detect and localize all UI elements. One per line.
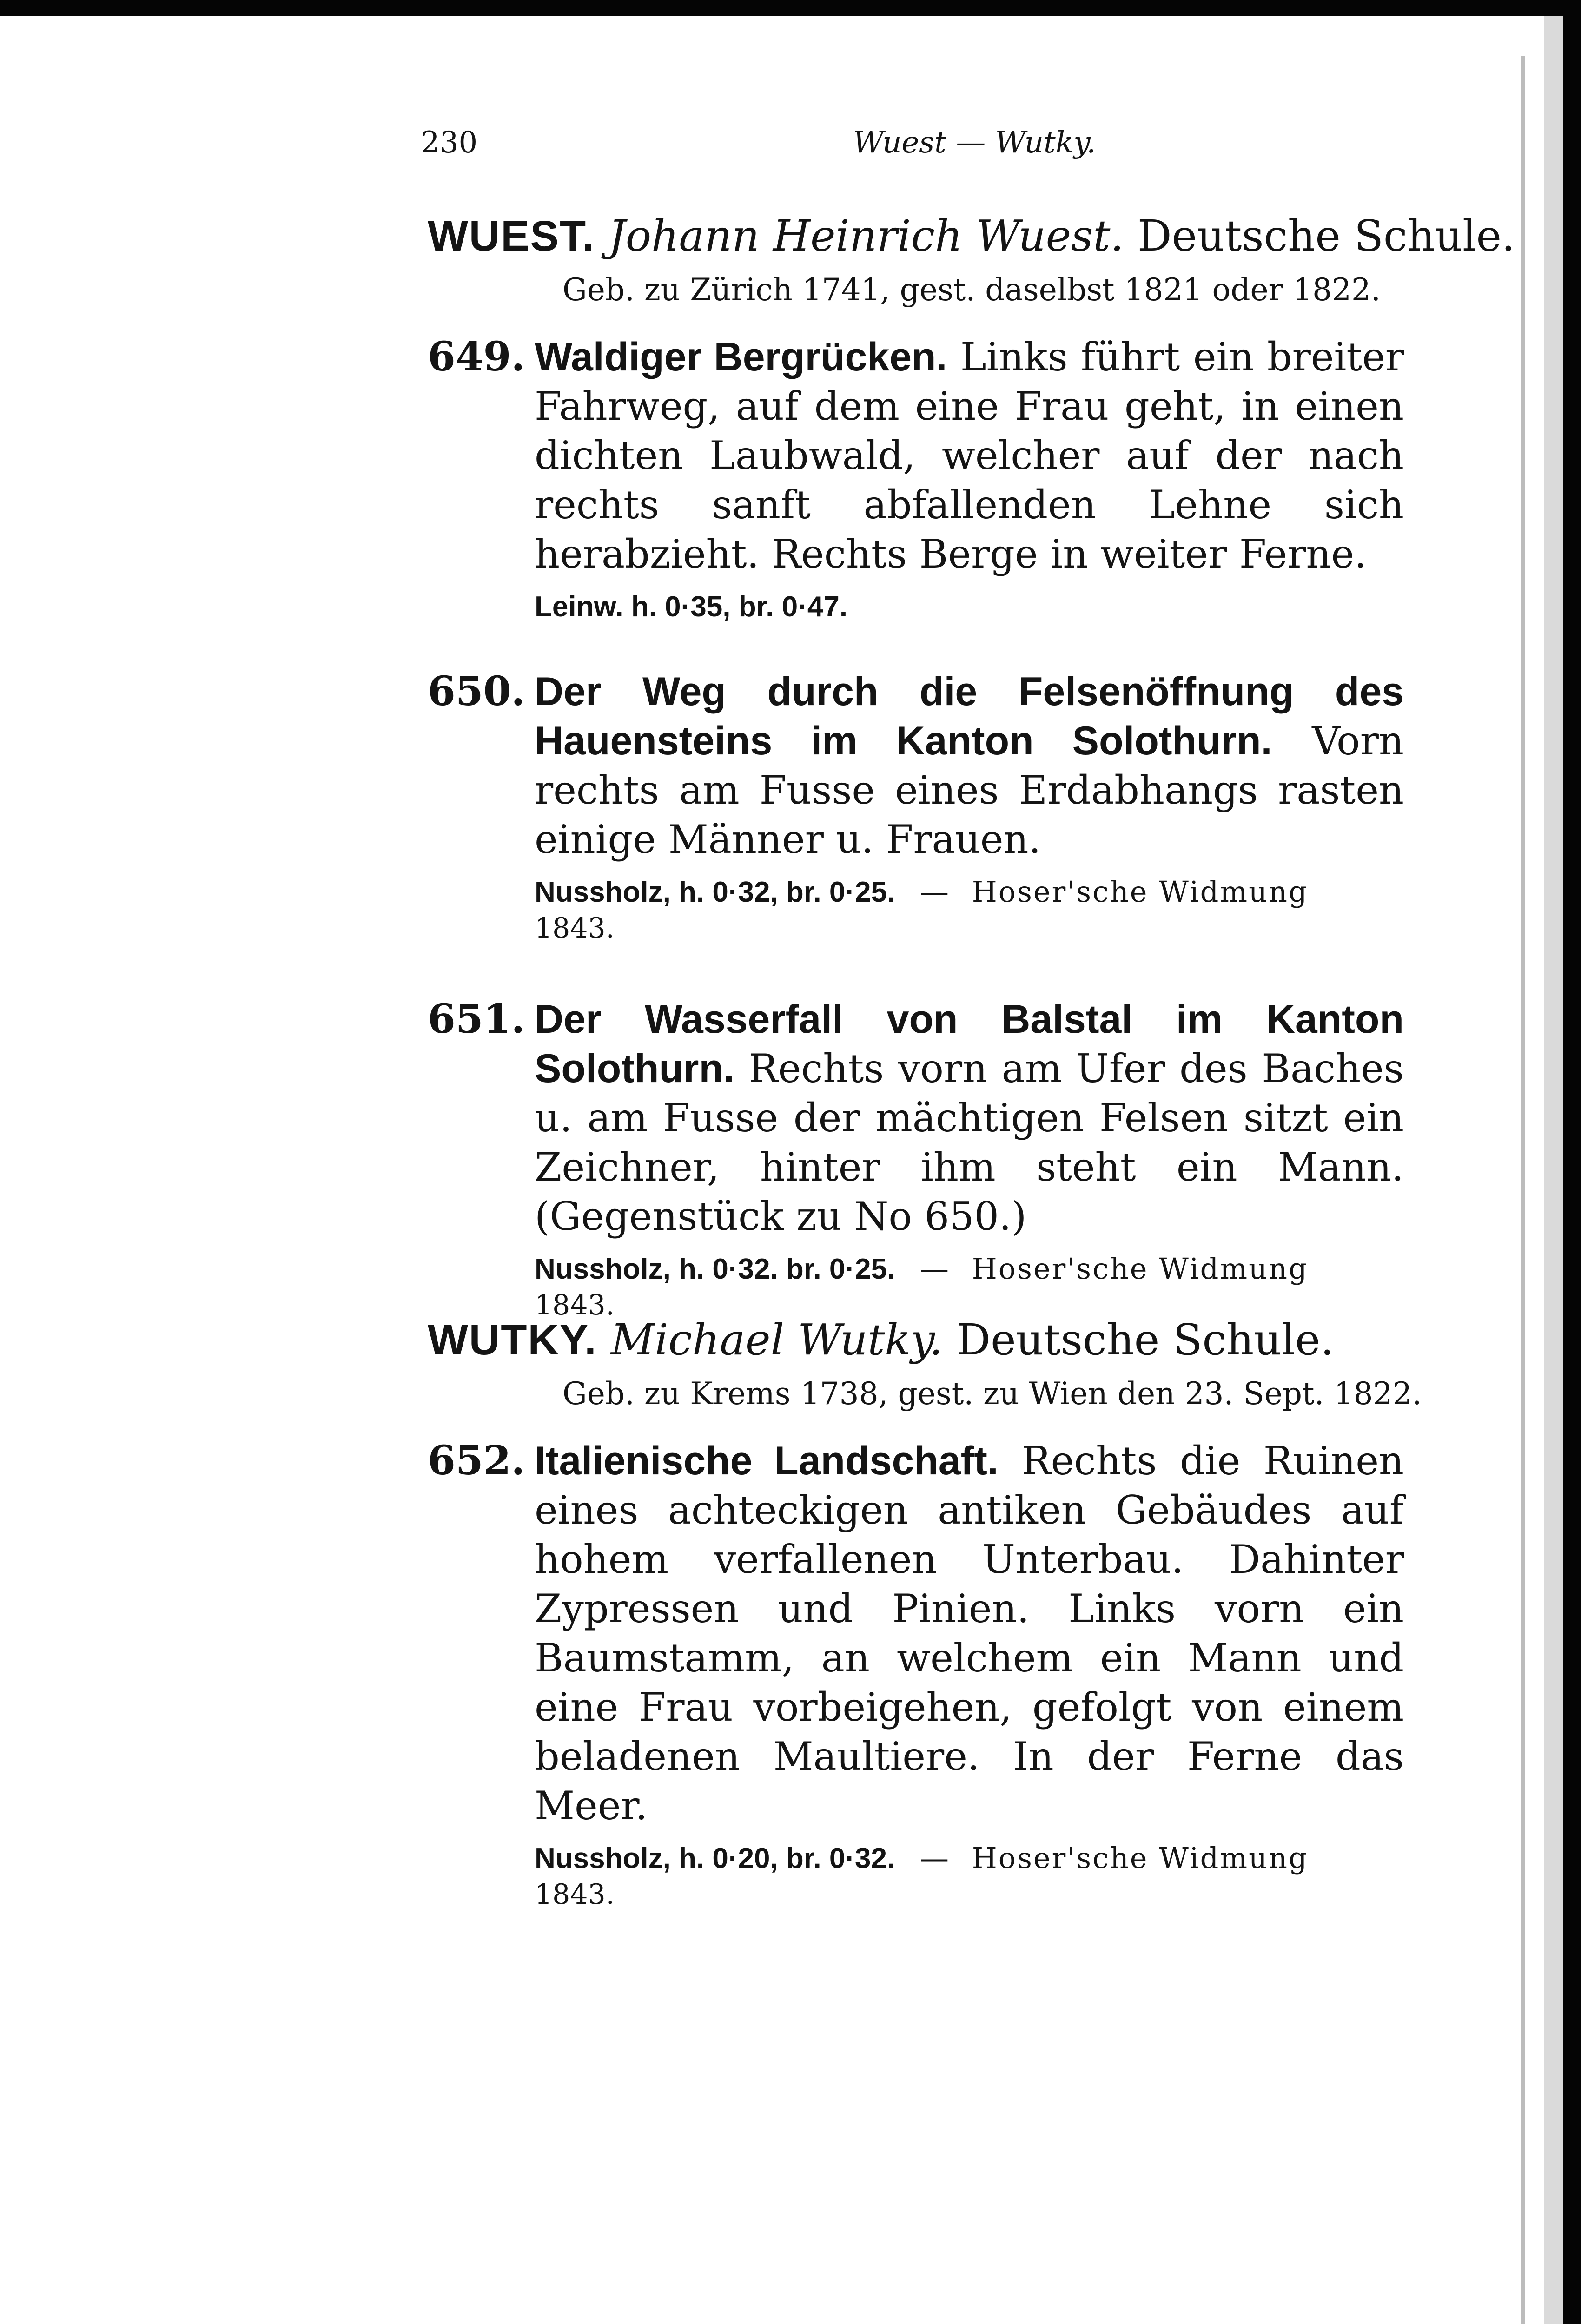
entry-title: Der Wasserfall von Balstal im Kanton Solothurn. [535, 997, 1404, 1091]
scan-border-right-inner [1544, 16, 1563, 2324]
catalogue-entry-650 [428, 667, 1450, 944]
running-title: Wuest — Wutky. [853, 125, 1096, 160]
catalogue-entry-649 [428, 332, 1450, 627]
entry-number: 652. [428, 1437, 525, 1484]
catalogue-entry-651 [428, 995, 1450, 1321]
entry-description: Rechts die Ruinen eines achteckigen antiken Gebäudes auf hohem verfallenen Unterbau. Dahinter Zypressen und Pinien. Links vorn ein Baumstamm, an welchem ein Mann und eine Frau vorbeigehen, gefolgt von einem beladenen Maultiere. In der Ferne das Meer. [535, 1438, 1404, 1829]
entry-year: 1843. [535, 1878, 615, 1911]
entry-text [535, 1436, 1404, 1830]
entry-description: Rechts vorn am Ufer des Baches u. am Fusse der mächtigen Felsen sitzt ein Zeichner, hinter ihm steht ein Mann. (Gegenstück zu No 650.) [535, 1046, 1404, 1239]
entry-number: 651. [428, 996, 525, 1043]
artist-school: Deutsche Schule. [1137, 211, 1515, 261]
entry-support-dimensions: Leinw. h. 0·35, br. 0·47. [535, 591, 848, 623]
entry-support-dimensions: Nussholz, h. 0·32. br. 0·25. [535, 1253, 895, 1285]
entry-meta [535, 872, 1404, 912]
entry-title: Waldiger Bergrücken. [535, 335, 947, 379]
entry-title: Der Weg durch die Felsenöffnung des Hauensteins im Kanton Solothurn. [535, 669, 1404, 763]
entry-description: Vorn rechts am Fusse eines Erdabhangs rasten einige Männer u. Frauen. [535, 718, 1404, 862]
page-number: 230 [421, 125, 478, 160]
catalogue-entry-652 [428, 1436, 1450, 1911]
entry-text [535, 995, 1404, 1241]
scan-border-right [1563, 0, 1581, 2324]
entry-support-dimensions: Nussholz, h. 0·32, br. 0·25. [535, 876, 895, 908]
meta-dash: — [919, 1252, 949, 1286]
artist-heading-wutky [428, 1315, 1450, 1412]
entry-provenance: Hoser'sche Widmung [972, 875, 1309, 909]
entry-title: Italienische Landschaft. [535, 1439, 999, 1483]
entry-text [535, 332, 1404, 579]
artist-life-dates: Geb. zu Zürich 1741, gest. daselbst 1821 oder 1822. [562, 271, 1381, 308]
entry-meta [535, 587, 1404, 627]
artist-surname: WUTKY. [428, 1316, 597, 1364]
artist-school: Deutsche Schule. [956, 1315, 1334, 1365]
artist-life-dates: Geb. zu Krems 1738, gest. zu Wien den 23. Sept. 1822. [562, 1375, 1422, 1412]
entry-meta [535, 1839, 1404, 1878]
entry-text [535, 667, 1404, 864]
artist-full-name: Michael Wutky. [610, 1315, 943, 1365]
entry-description: Links führt ein breiter Fahrweg, auf dem eine Frau geht, in einen dichten Laubwald, welcher auf der nach rechts sanft abfallenden Lehne sich herabzieht. Rechts Berge in weiter Ferne. [535, 334, 1404, 577]
entry-provenance: Hoser'sche Widmung [972, 1841, 1309, 1875]
artist-surname: WUEST. [428, 212, 595, 260]
artist-heading-wuest [428, 211, 1515, 308]
entry-year: 1843. [535, 1289, 615, 1321]
meta-dash: — [919, 1841, 949, 1875]
artist-full-name: Johann Heinrich Wuest. [608, 211, 1124, 261]
entry-support-dimensions: Nussholz, h. 0·20, br. 0·32. [535, 1842, 895, 1875]
entry-number: 650. [428, 668, 525, 715]
entry-number: 649. [428, 333, 525, 380]
meta-dash: — [919, 875, 949, 909]
entry-meta [535, 1249, 1404, 1289]
entry-year: 1843. [535, 912, 615, 944]
entry-provenance: Hoser'sche Widmung [972, 1252, 1309, 1286]
page-header [421, 125, 1425, 181]
